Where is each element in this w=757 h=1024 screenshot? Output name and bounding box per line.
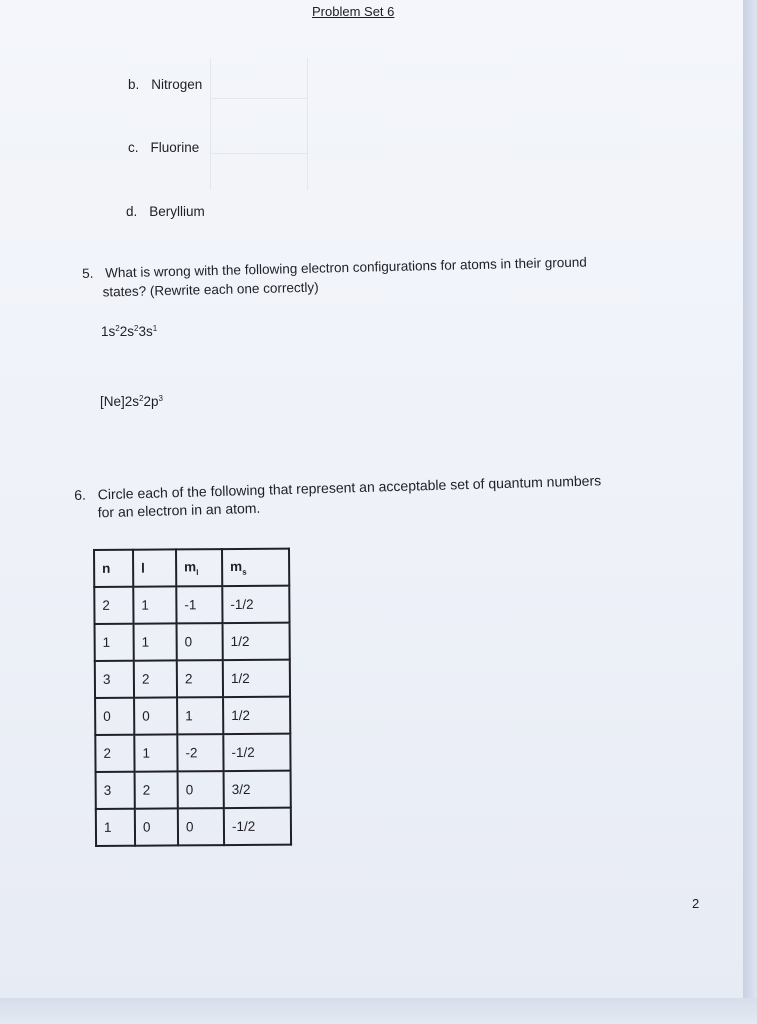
table-row[interactable] [94, 586, 289, 624]
question-number: 5. [82, 265, 94, 281]
config-superscript: 2 [115, 324, 120, 333]
question-6 [74, 472, 602, 521]
cell-n: 0 [95, 698, 134, 735]
header-l: l [133, 549, 176, 586]
cell-ms: -1/2 [223, 734, 290, 771]
cell-ms: 3/2 [224, 771, 291, 808]
cell-n: 3 [95, 661, 134, 698]
config-superscript: 2 [133, 324, 139, 333]
config-text: 3s [138, 324, 153, 339]
cell-ms: 1/2 [223, 660, 290, 697]
header-n: n [94, 550, 133, 587]
cell-ml: 2 [177, 660, 223, 697]
page-bottom-edge [0, 998, 757, 1024]
cell-l: 1 [133, 586, 176, 623]
question-text-line2: states? (Rewrite each one correctly) [102, 279, 319, 300]
table-row[interactable] [96, 771, 291, 809]
cell-ml: 1 [177, 697, 223, 734]
page-title: Problem Set 6 [312, 4, 395, 19]
question-text: What is wrong with the following electron configurations for atoms in their ground [105, 254, 587, 281]
cell-l: 0 [134, 697, 177, 734]
item-d [126, 204, 205, 219]
question-text: Circle each of the following that represent an acceptable set of quantum numbers [97, 472, 602, 503]
item-letter: d. [126, 204, 138, 219]
quantum-numbers-table [93, 548, 292, 847]
page-number: 2 [692, 896, 700, 911]
item-b [128, 77, 202, 92]
table-row[interactable] [95, 660, 290, 698]
cell-l: 0 [135, 808, 178, 845]
cell-n: 1 [95, 624, 134, 661]
table-header-row [94, 549, 289, 587]
header-ml: $m_l$ [176, 549, 222, 586]
item-element: Beryllium [149, 204, 205, 219]
table-row[interactable] [95, 734, 290, 772]
cell-l: 2 [134, 660, 177, 697]
cell-ms: -1/2 [222, 586, 289, 623]
config-text: 2p [143, 394, 159, 409]
item-element: Nitrogen [151, 77, 203, 92]
config-text: 2s [119, 324, 134, 339]
item-letter: b. [128, 77, 140, 92]
cell-n: 1 [96, 809, 135, 846]
config-superscript: 2 [139, 394, 144, 403]
item-letter: c. [128, 140, 139, 155]
cell-ms: -1/2 [224, 808, 291, 845]
page-edge [743, 0, 757, 1024]
config-text: 1s [101, 324, 116, 339]
config-2 [100, 394, 163, 409]
config-superscript: 3 [158, 394, 163, 403]
cell-l: 1 [134, 623, 177, 660]
item-element: Fluorine [150, 140, 200, 155]
cell-ml: 0 [178, 771, 224, 808]
table-row[interactable] [96, 808, 291, 846]
cell-l: 1 [134, 734, 177, 771]
cell-ms: 1/2 [223, 623, 290, 660]
cell-n: 2 [95, 735, 134, 772]
cell-l: 2 [135, 771, 178, 808]
config-1 [101, 324, 157, 339]
bleed-through-grid [210, 58, 308, 190]
cell-ml: -2 [177, 734, 223, 771]
cell-ml: 0 [178, 808, 224, 845]
question-5 [82, 255, 587, 300]
question-number: 6. [74, 486, 87, 503]
item-c [128, 140, 199, 155]
cell-ml: 0 [177, 623, 223, 660]
table-row[interactable] [95, 697, 290, 735]
cell-ms: 1/2 [223, 697, 290, 734]
cell-n: 3 [96, 772, 135, 809]
cell-ml: -1 [176, 586, 222, 623]
cell-n: 2 [94, 587, 133, 624]
question-text-line2: for an electron in an atom. [97, 499, 261, 521]
config-text: [Ne]2s [100, 394, 140, 409]
header-ms: $m_s$ [222, 549, 289, 586]
config-superscript: 1 [152, 324, 158, 333]
table-row[interactable] [95, 623, 290, 661]
